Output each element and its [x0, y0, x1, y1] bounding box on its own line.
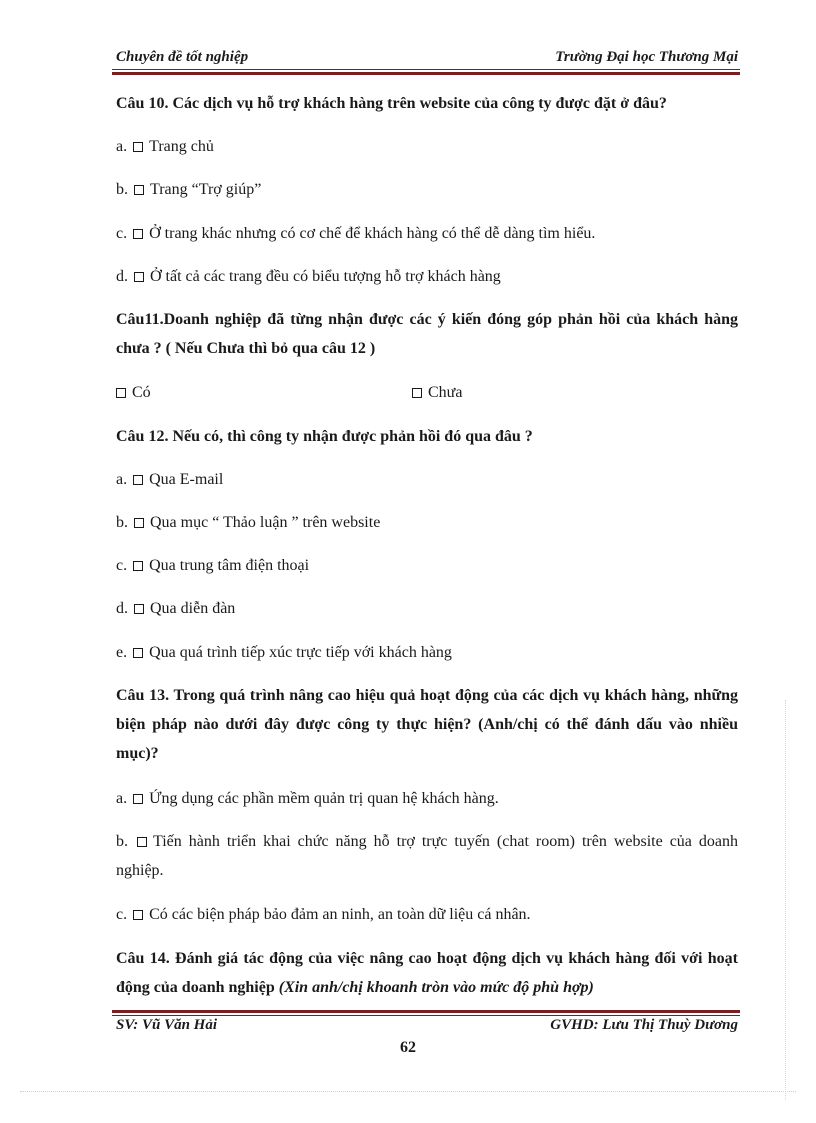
- q12-option-a[interactable]: [116, 465, 738, 494]
- footer-rule-thick: [112, 1010, 740, 1013]
- question-14-note: (Xin anh/chị khoanh tròn vào mức độ phù hợp): [278, 979, 594, 996]
- option-letter: d.: [116, 600, 128, 617]
- option-letter: a.: [116, 471, 128, 488]
- q10-option-a[interactable]: [116, 132, 738, 161]
- page-footer: [116, 1017, 738, 1034]
- option-letter: c.: [116, 906, 128, 923]
- option-text: Qua mục “ Thảo luận ” trên website: [150, 514, 381, 531]
- checkbox-icon[interactable]: [116, 388, 126, 398]
- q10-option-b[interactable]: [116, 175, 738, 204]
- margin-guide-vertical: [785, 700, 786, 1100]
- option-letter: a.: [116, 138, 128, 155]
- checkbox-icon[interactable]: [134, 272, 144, 282]
- option-text: Trang “Trợ giúp”: [150, 181, 262, 198]
- checkbox-icon[interactable]: [133, 794, 143, 804]
- option-text: Có các biện pháp bảo đảm an ninh, an toàn dữ liệu cá nhân.: [149, 906, 531, 923]
- footer-rule-thin: [112, 1015, 740, 1016]
- checkbox-icon[interactable]: [133, 561, 143, 571]
- option-text: Qua diễn đàn: [150, 600, 236, 617]
- option-letter: d.: [116, 268, 128, 285]
- option-letter: e.: [116, 644, 128, 661]
- checkbox-icon[interactable]: [134, 185, 144, 195]
- checkbox-icon[interactable]: [133, 648, 143, 658]
- footer-right: GVHD: Lưu Thị Thuỳ Dương: [550, 1017, 738, 1033]
- option-text: Qua E-mail: [149, 471, 224, 488]
- q13-option-a[interactable]: [116, 784, 738, 813]
- checkbox-icon[interactable]: [137, 837, 147, 847]
- q10-option-d[interactable]: [116, 262, 738, 291]
- option-text: Tiến hành triển khai chức năng hỗ trợ trực tuyến (chat room) trên website của doanh nghiệp.: [116, 833, 739, 879]
- q13-option-b[interactable]: [116, 827, 738, 885]
- header-right: Trường Đại học Thương Mại: [555, 49, 738, 65]
- question-10-title: Câu 10. Các dịch vụ hỗ trợ khách hàng trên website của công ty được đặt ở đâu?: [116, 95, 667, 112]
- q12-option-e[interactable]: [116, 638, 738, 667]
- option-text: Có: [132, 384, 151, 401]
- header-left: Chuyên đề tốt nghiệp: [116, 49, 249, 65]
- margin-guide: [20, 1091, 796, 1092]
- q12-option-d[interactable]: [116, 594, 738, 623]
- question-11-title: Câu11.Doanh nghiệp đã từng nhận được các ý kiến đóng góp phản hồi của khách hàng chưa ? ( Nếu Chưa thì bỏ qua câu 12 ): [116, 311, 738, 357]
- option-text: Qua quá trình tiếp xúc trực tiếp với khách hàng: [149, 644, 452, 661]
- question-14-title: [116, 944, 738, 1002]
- q10-option-c[interactable]: [116, 219, 738, 248]
- checkbox-icon[interactable]: [134, 518, 144, 528]
- question-12-title: Câu 12. Nếu có, thì công ty nhận được phản hồi đó qua đâu ?: [116, 428, 533, 445]
- checkbox-icon[interactable]: [133, 475, 143, 485]
- option-text: Ứng dụng các phần mềm quản trị quan hệ khách hàng.: [149, 790, 499, 807]
- checkbox-icon[interactable]: [133, 910, 143, 920]
- option-text: Trang chủ: [149, 138, 214, 155]
- option-letter: b.: [116, 833, 128, 850]
- option-letter: c.: [116, 225, 128, 242]
- option-letter: c.: [116, 557, 128, 574]
- checkbox-icon[interactable]: [134, 604, 144, 614]
- checkbox-icon[interactable]: [133, 142, 143, 152]
- question-14-text: Câu 14. Đánh giá tác động của việc nâng cao hoạt động dịch vụ khách hàng đối với hoạt động của doanh nghiệp: [116, 950, 738, 996]
- option-text: Qua trung tâm điện thoại: [149, 557, 310, 574]
- page-header: [116, 49, 738, 66]
- header-rule-thick: [112, 72, 740, 75]
- q12-option-b[interactable]: [116, 508, 738, 537]
- checkbox-icon[interactable]: [133, 229, 143, 239]
- question-13-title: Câu 13. Trong quá trình nâng cao hiệu quả hoạt động của các dịch vụ khách hàng, những biện pháp nào dưới đây được công ty thực hiện? (Anh/chị có thể đánh dấu vào nhiều mục)?: [116, 687, 738, 762]
- header-rule-thin: [112, 69, 740, 70]
- option-letter: b.: [116, 514, 128, 531]
- option-text: Ở tất cả các trang đều có biểu tượng hỗ trợ khách hàng: [150, 268, 501, 285]
- page-number: 62: [400, 1039, 416, 1056]
- checkbox-icon[interactable]: [412, 388, 422, 398]
- q11-option-no[interactable]: [412, 378, 712, 407]
- option-letter: b.: [116, 181, 128, 198]
- option-text: Ở trang khác nhưng có cơ chế để khách hàng có thể dễ dàng tìm hiểu.: [149, 225, 596, 242]
- q13-option-c[interactable]: [116, 900, 738, 929]
- option-letter: a.: [116, 790, 128, 807]
- footer-left: SV: Vũ Văn Hải: [116, 1017, 218, 1033]
- option-text: Chưa: [428, 384, 463, 401]
- q12-option-c[interactable]: [116, 551, 738, 580]
